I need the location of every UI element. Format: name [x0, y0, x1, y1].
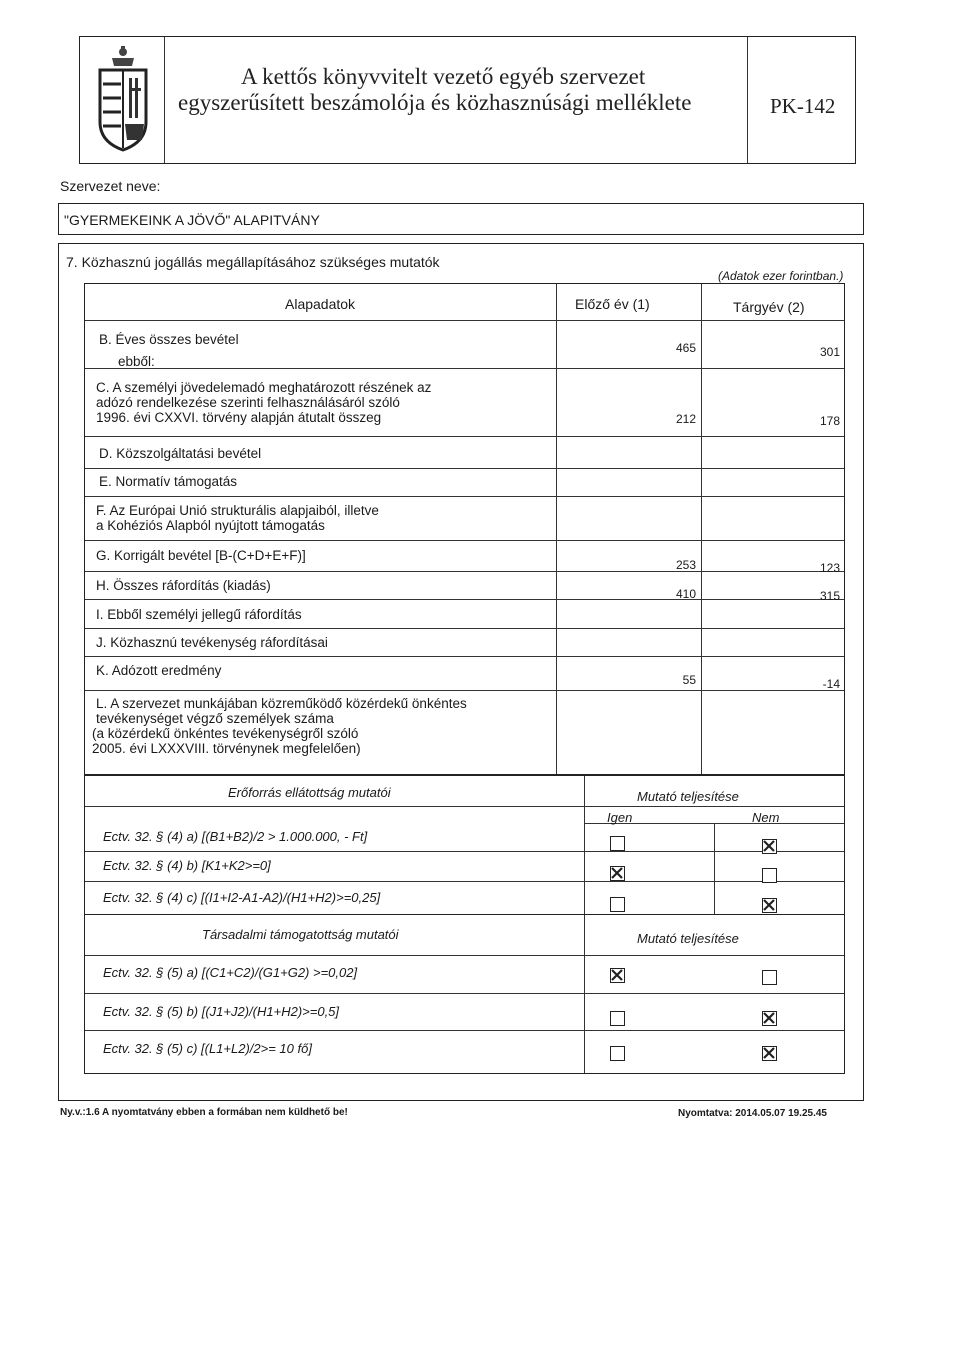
row-k-prev: 55	[682, 673, 696, 687]
col-curr-header: Tárgyév (2)	[733, 299, 805, 315]
row-b-label: B. Éves összes bevétel	[99, 332, 239, 347]
checkbox-social-b-no[interactable]	[762, 1011, 777, 1026]
checkmark-x-icon	[611, 867, 623, 879]
checkbox-resource-c-yes[interactable]	[610, 897, 625, 912]
resource-item-label: Ectv. 32. § (4) a) [(B1+B2)/2 > 1.000.000, - Ft]	[103, 829, 368, 844]
print-timestamp: Nyomtatva: 2014.05.07 19.25.45	[678, 1108, 827, 1119]
resource-fulfil-header: Mutató teljesítése	[637, 789, 739, 804]
checkbox-social-b-yes[interactable]	[610, 1011, 625, 1026]
form-code: PK-142	[770, 94, 836, 118]
social-item-label: Ectv. 32. § (5) b) [(J1+J2)/(H1+H2)>=0,5]	[103, 1004, 340, 1019]
form-title-line2: egyszerűsített beszámolója és közhasznúsági melléklete	[178, 90, 692, 115]
row-b-sub-label: ebből:	[118, 354, 155, 369]
row-j-label: J. Közhasznú tevékenység ráfordításai	[96, 635, 328, 650]
coat-of-arms-icon	[92, 44, 154, 152]
checkmark-x-icon	[763, 1012, 775, 1024]
section-title: 7. Közhasznú jogállás megállapításához szükséges mutatók	[66, 254, 440, 270]
row-l-label-2: tevékenységet végző személyek száma	[96, 711, 334, 726]
row-e-label: E. Normatív támogatás	[99, 474, 238, 489]
checkmark-x-icon	[763, 1047, 775, 1059]
social-item-label: Ectv. 32. § (5) a) [(C1+C2)/(G1+G2) >=0,02]	[103, 965, 358, 980]
col-prev-header: Előző év (1)	[575, 296, 650, 312]
row-c-curr: 178	[819, 414, 840, 428]
row-c-prev: 212	[675, 412, 696, 426]
resource-item-label: Ectv. 32. § (4) c) [(I1+I2-A1-A2)/(H1+H2)>=0,25]	[103, 890, 381, 905]
form-title-line1: A kettős könyvvitelt vezető egyéb szervezet	[241, 64, 646, 89]
checkbox-resource-c-no[interactable]	[762, 898, 777, 913]
row-c-label-1: C. A személyi jövedelemadó meghatározott részének az	[96, 380, 432, 395]
checkbox-resource-a-yes[interactable]	[610, 836, 625, 851]
resource-item-label: Ectv. 32. § (4) b) [K1+K2>=0]	[103, 858, 271, 873]
checkbox-social-c-no[interactable]	[762, 1046, 777, 1061]
row-l-label-1: L. A szervezet munkájában közreműködő közérdekű önkéntes	[96, 696, 467, 711]
checkmark-x-icon	[763, 899, 775, 911]
row-g-label: G. Korrigált bevétel [B-(C+D+E+F)]	[96, 548, 306, 563]
checkbox-social-a-yes[interactable]	[610, 968, 625, 983]
resource-title: Erőforrás ellátottság mutatói	[228, 785, 391, 800]
org-name: "GYERMEKEINK A JÖVŐ" ALAPITVÁNY	[64, 212, 320, 228]
row-f-label-1: F. Az Európai Unió strukturális alapjaiból, illetve	[96, 503, 379, 518]
unit-note: (Adatok ezer forintban.)	[718, 269, 844, 283]
social-title: Társadalmi támogatottság mutatói	[202, 927, 399, 942]
checkbox-social-c-yes[interactable]	[610, 1046, 625, 1061]
row-g-prev: 253	[675, 558, 696, 572]
row-h-label: H. Összes ráfordítás (kiadás)	[96, 578, 271, 593]
resource-yes-header: Igen	[607, 810, 633, 825]
row-c-label-3: 1996. évi CXXVI. törvény alapján átutalt összeg	[96, 410, 382, 425]
row-l-label-3: (a közérdekű önkéntes tevékenységről szóló	[92, 726, 359, 741]
checkbox-resource-a-no[interactable]	[762, 839, 777, 854]
row-h-curr: 315	[819, 589, 840, 603]
row-l-label-4: 2005. évi LXXXVIII. törvénynek megfelelően)	[92, 741, 361, 756]
checkmark-x-icon	[611, 969, 623, 981]
row-i-label: I. Ebből személyi jellegű ráfordítás	[96, 607, 302, 622]
checkbox-social-a-no[interactable]	[762, 970, 777, 985]
checkmark-x-icon	[763, 840, 775, 852]
resource-no-header: Nem	[752, 810, 780, 825]
row-d-label: D. Közszolgáltatási bevétel	[99, 446, 262, 461]
row-k-curr: -14	[822, 677, 840, 691]
footer-note: Ny.v.:1.6 A nyomtatvány ebben a formában nem küldhető be!	[60, 1107, 348, 1118]
row-g-curr: 123	[819, 561, 840, 575]
checkbox-resource-b-yes[interactable]	[610, 866, 625, 881]
checkbox-resource-b-no[interactable]	[762, 868, 777, 883]
row-f-label-2: a Kohéziós Alapból nyújtott támogatás	[96, 518, 325, 533]
row-b-prev: 465	[675, 341, 696, 355]
row-h-prev: 410	[675, 587, 696, 601]
row-k-label: K. Adózott eredmény	[96, 663, 222, 678]
org-label: Szervezet neve:	[60, 178, 161, 194]
col-basic-header: Alapadatok	[285, 296, 356, 312]
social-fulfil-header: Mutató teljesítése	[637, 931, 739, 946]
row-b-curr: 301	[819, 345, 840, 359]
social-item-label: Ectv. 32. § (5) c) [(L1+L2)/2>= 10 fő]	[103, 1041, 312, 1056]
row-c-label-2: adózó rendelkezése szerinti felhasználásáról szóló	[96, 395, 400, 410]
